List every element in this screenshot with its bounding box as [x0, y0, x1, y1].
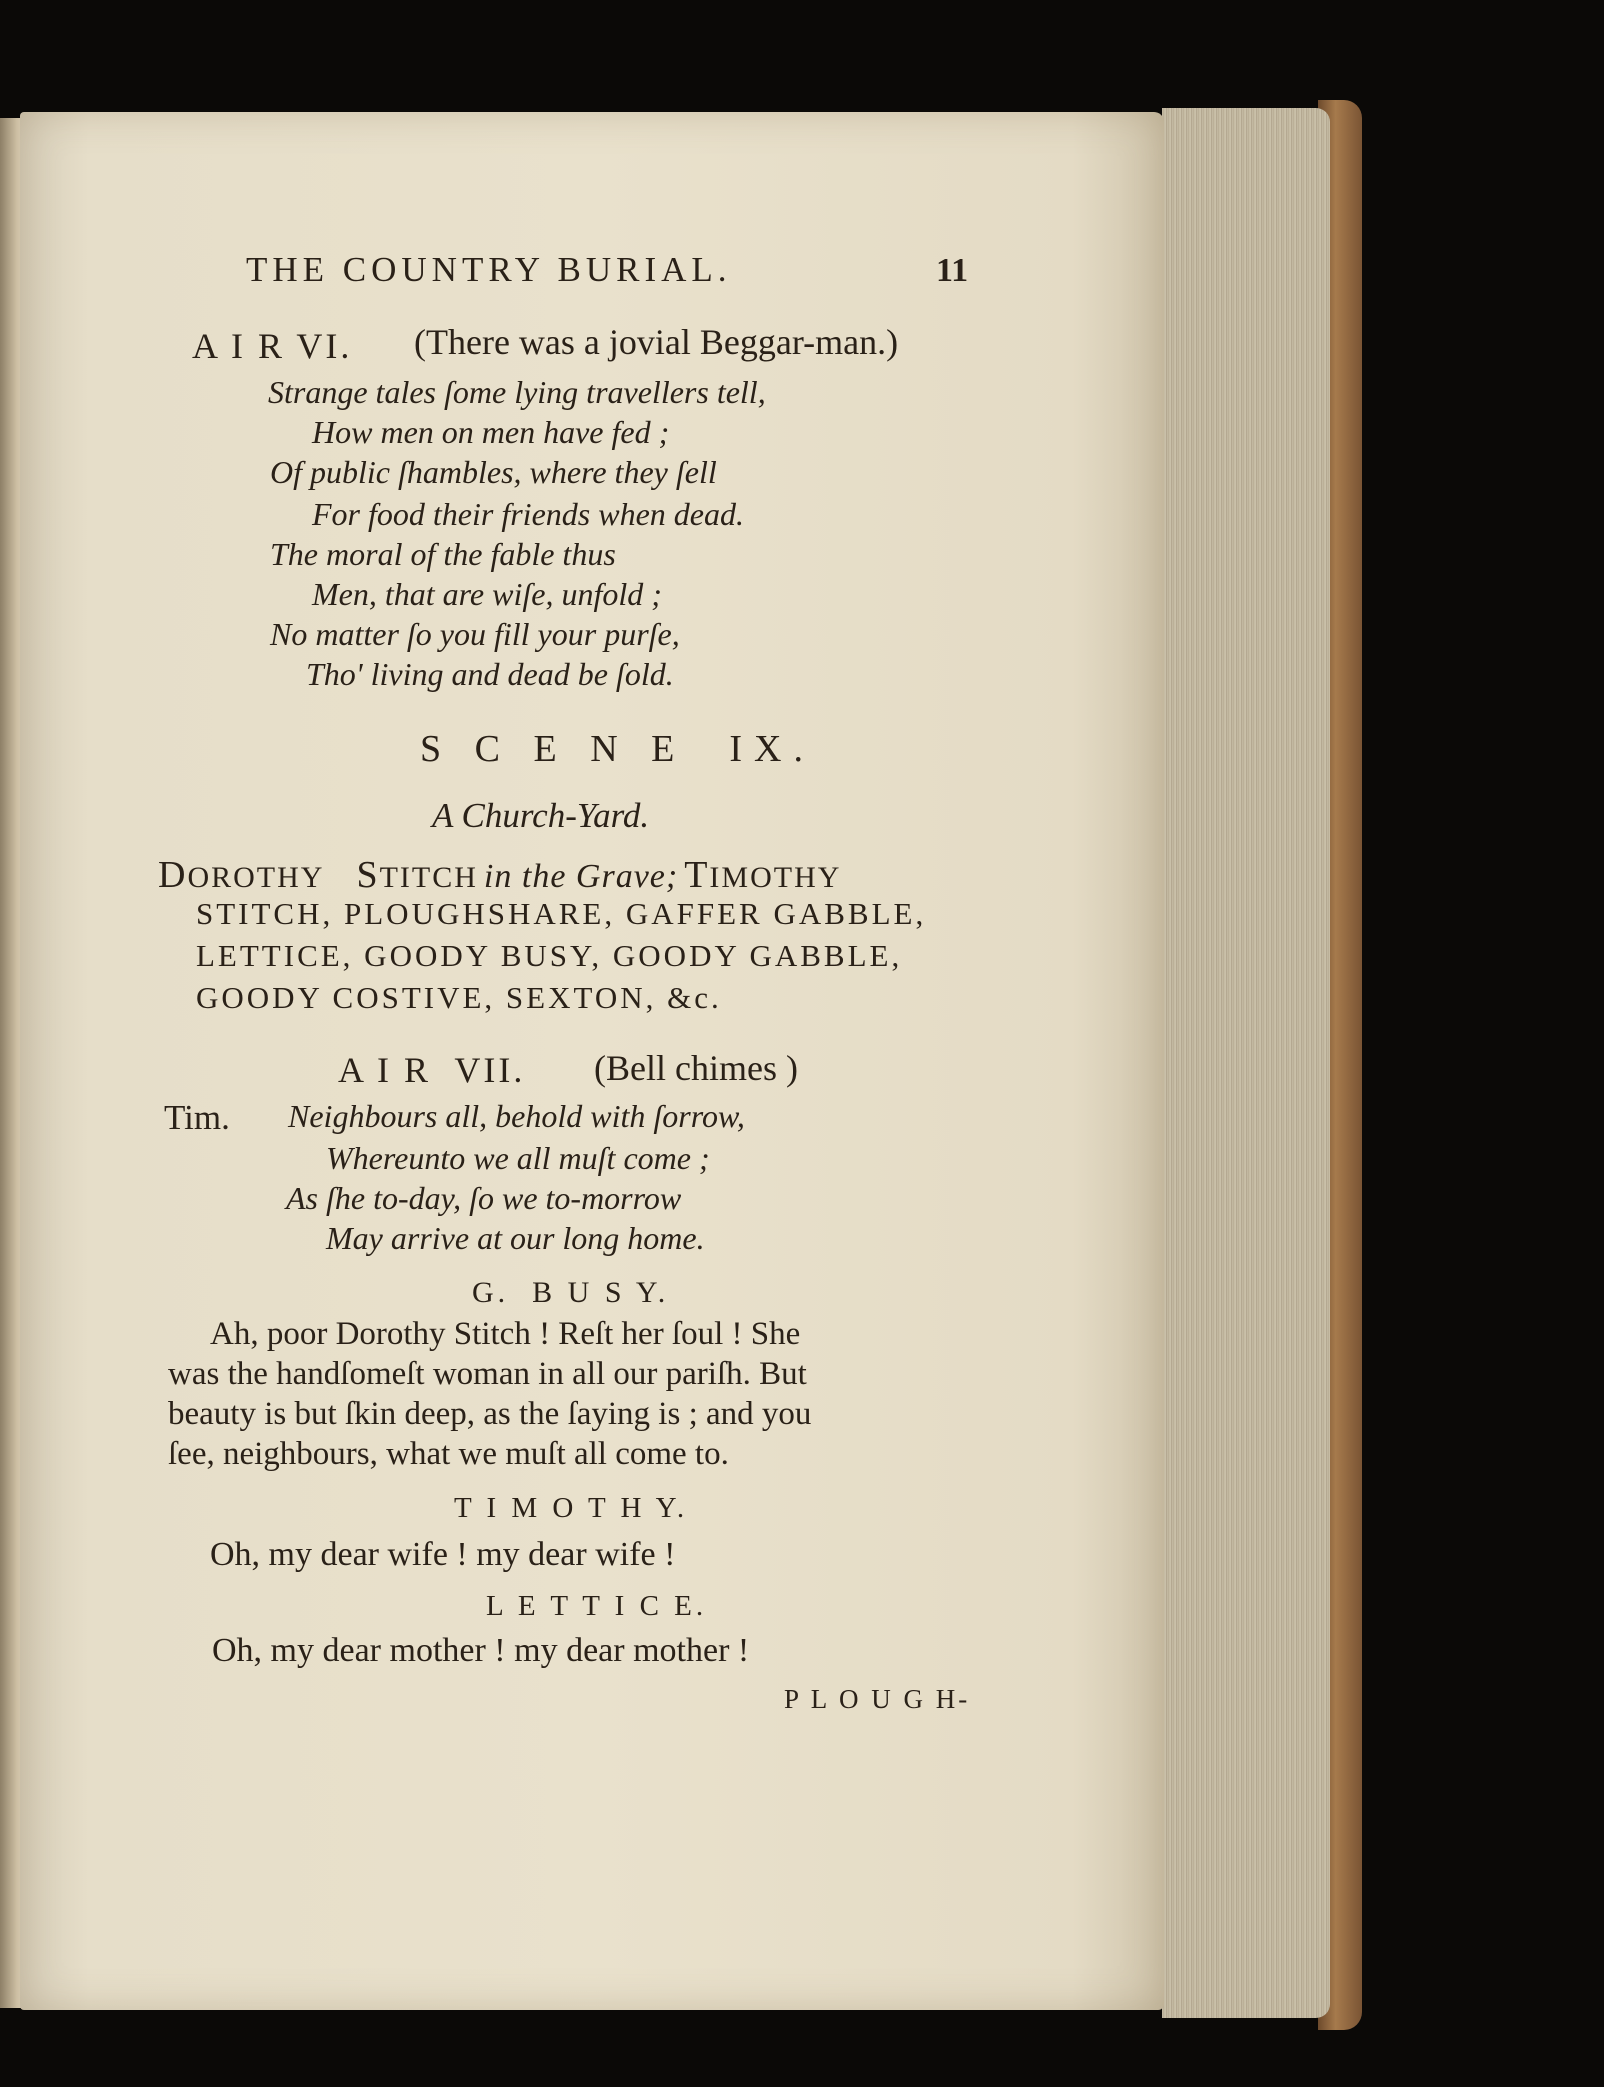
stitch-rest: TITCH: [379, 861, 478, 894]
stitch-initial: S: [356, 854, 380, 896]
busy-line: beauty is but ſkin deep, as the ſaying is ; and you: [168, 1396, 812, 1432]
busy-line: was the handſomeſt woman in all our pariſh. But: [168, 1356, 807, 1392]
dorothy-rest: OROTHY: [187, 861, 325, 894]
lettice-speaker: L E T T I C E.: [486, 1590, 708, 1622]
air7-verse-line: May arrive at our long home.: [326, 1220, 705, 1256]
air6-tune: (There was a jovial Beggar-man.): [414, 322, 899, 362]
timothy-speaker: T I M O T H Y.: [454, 1492, 689, 1524]
air7-verse-line: Whereunto we all muſt come ;: [326, 1140, 710, 1176]
dramatis-line-3: LETTICE, GOODY BUSY, GOODY GABBLE,: [196, 938, 903, 973]
air7-speaker: Tim.: [164, 1098, 230, 1137]
air6-verse-line: For food their friends when dead.: [312, 496, 744, 532]
busy-speaker: G. B U S Y.: [472, 1276, 670, 1309]
book-page: [20, 112, 1164, 2010]
dorothy-initial: D: [158, 854, 188, 896]
air7-verse-line: Neighbours all, behold with ſorrow,: [288, 1098, 745, 1134]
air7-verse-line: As ſhe to-day, ſo we to-morrow: [286, 1180, 682, 1216]
air6-verse-line: No matter ſo you fill your purſe,: [270, 616, 680, 652]
scene-setting: A Church-Yard.: [432, 796, 650, 835]
timothy-line: Oh, my dear wife ! my dear wife !: [210, 1536, 676, 1573]
air6-verse-line: Men, that are wiſe, unfold ;: [312, 576, 662, 612]
air6-verse-line: Tho' living and dead be ſold.: [306, 656, 674, 692]
lettice-line: Oh, my dear mother ! my dear mother !: [212, 1632, 750, 1669]
air6-label: A I R VI.: [192, 326, 353, 366]
page-edges: [1162, 108, 1330, 2018]
catchword: P L O U G H-: [784, 1684, 971, 1714]
air7-label: A I R VII.: [338, 1050, 526, 1090]
air6-verse-line: The moral of the fable thus: [270, 536, 616, 572]
dramatis-line-4: GOODY COSTIVE, SEXTON, &c.: [196, 980, 722, 1015]
air7-tune: (Bell chimes ): [594, 1048, 798, 1088]
busy-line: Ah, poor Dorothy Stitch ! Reſt her ſoul ! She: [210, 1316, 801, 1352]
page-number: 11: [936, 252, 969, 289]
timothy-rest: IMOTHY: [709, 861, 842, 894]
dramatis-line-2: STITCH, PLOUGHSHARE, GAFFER GABBLE,: [196, 896, 927, 931]
air6-verse-line: How men on men have fed ;: [312, 414, 670, 450]
dramatis-line-1: [158, 856, 841, 894]
air6-verse-line: Strange tales ſome lying travellers tell,: [268, 374, 766, 410]
scene-heading: S C E N E IX.: [420, 728, 815, 770]
running-title: THE COUNTRY BURIAL.: [246, 250, 732, 289]
timothy-initial: T: [684, 854, 710, 896]
in-the-grave: in the Grave;: [483, 858, 679, 895]
air6-verse-line: Of public ſhambles, where they ſell: [270, 454, 717, 490]
busy-line: ſee, neighbours, what we muſt all come to.: [168, 1436, 729, 1472]
